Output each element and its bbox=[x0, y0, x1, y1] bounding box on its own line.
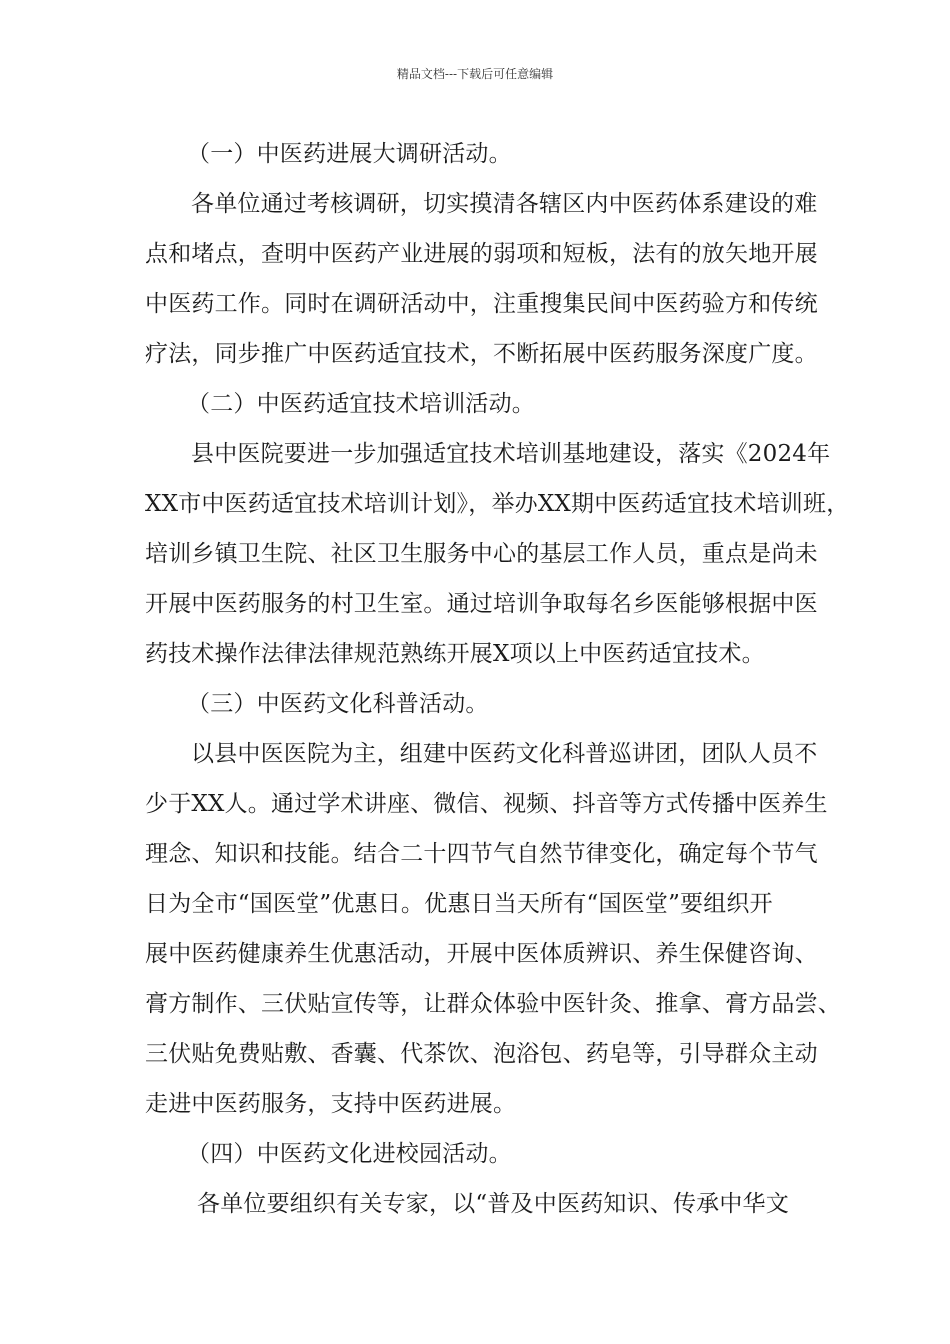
paragraph-3-line-2: 少于XX人。通过学术讲座、微信、视频、抖音等方式传播中医养生 bbox=[145, 791, 828, 817]
paragraph-2-line-1: 县中医院要进一步加强适宜技术培训基地建设，落实《2024年 bbox=[191, 441, 831, 467]
page-header: 精品文档---下载后可任意编辑 bbox=[396, 67, 554, 81]
section-heading-4: （四）中医药文化进校园活动。 bbox=[187, 1141, 512, 1167]
paragraph-1-line-2: 点和堵点，查明中医药产业进展的弱项和短板，法有的放矢地开展 bbox=[145, 241, 818, 267]
paragraph-3-line-4: 日为全市“国医堂”优惠日。优惠日当天所有“国医堂”要组织开 bbox=[145, 891, 773, 917]
paragraph-1-line-3: 中医药工作。同时在调研活动中，注重搜集民间中医药验方和传统 bbox=[145, 291, 818, 317]
paragraph-1-line-1: 各单位通过考核调研，切实摸清各辖区内中医药体系建设的难 bbox=[191, 191, 818, 217]
paragraph-3-line-3: 理念、知识和技能。结合二十四节气自然节律变化，确定每个节气 bbox=[145, 841, 818, 867]
paragraph-3-line-8: 走进中医药服务，支持中医药进展。 bbox=[145, 1091, 517, 1117]
paragraph-1-line-4: 疗法，同步推广中医药适宜技术，不断拓展中医药服务深度广度。 bbox=[145, 341, 818, 367]
paragraph-2-line-5: 药技术操作法律法律规范熟练开展X项以上中医药适宜技术。 bbox=[145, 641, 765, 667]
section-heading-3: （三）中医药文化科普活动。 bbox=[187, 691, 489, 717]
paragraph-3-line-5: 展中医药健康养生优惠活动，开展中医体质辨识、养生保健咨询、 bbox=[145, 941, 818, 967]
paragraph-2-line-3: 培训乡镇卫生院、社区卫生服务中心的基层工作人员，重点是尚未 bbox=[145, 541, 818, 567]
paragraph-3-line-7: 三伏贴免费贴敷、香囊、代茶饮、泡浴包、药皂等，引导群众主动 bbox=[145, 1041, 818, 1067]
section-heading-2: （二）中医药适宜技术培训活动。 bbox=[187, 391, 535, 417]
paragraph-4-line-1: 各单位要组织有关专家，以“普及中医药知识、传承中华文 bbox=[197, 1191, 789, 1217]
paragraph-2-line-4: 开展中医药服务的村卫生室。通过培训争取每名乡医能够根据中医 bbox=[145, 591, 818, 617]
paragraph-3-line-1: 以县中医医院为主，组建中医药文化科普巡讲团，团队人员不 bbox=[191, 741, 818, 767]
paragraph-3-line-6: 膏方制作、三伏贴宣传等，让群众体验中医针灸、推拿、膏方品尝、 bbox=[145, 991, 841, 1017]
document-body bbox=[145, 129, 850, 1229]
paragraph-2-line-2: XX市中医药适宜技术培训计划》，举办XX期中医药适宜技术培训班， bbox=[145, 491, 850, 517]
section-heading-1: （一）中医药进展大调研活动。 bbox=[187, 141, 512, 167]
